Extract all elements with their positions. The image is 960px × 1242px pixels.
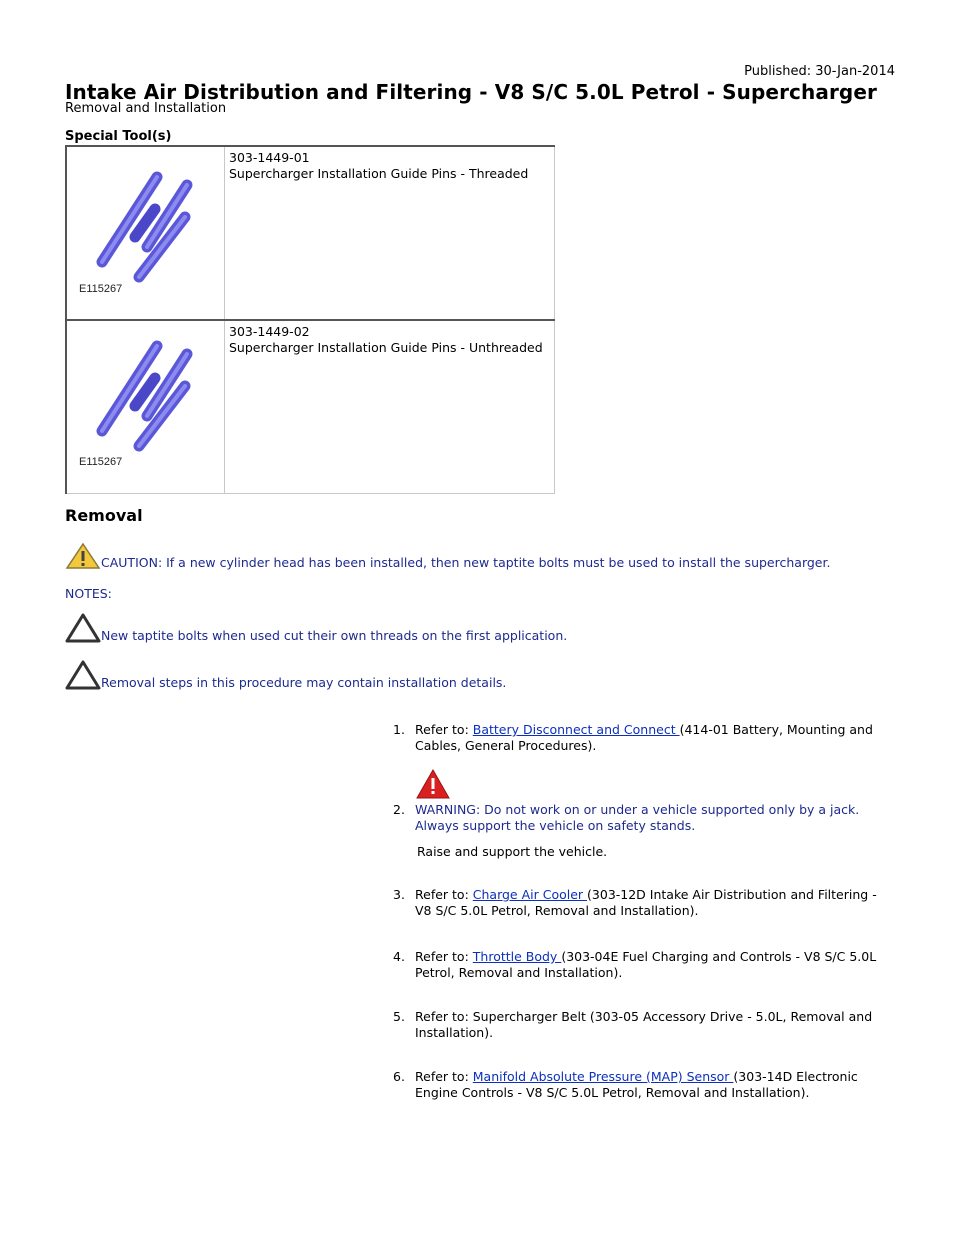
warning-text: WARNING: Do not work on or under a vehicle supported only by a jack. Always support the vehicle on safety stands. [415,802,860,833]
step-prefix: Refer to: [415,1069,473,1084]
caution-text: CAUTION: If a new cylinder head has been installed, then new taptite bolts must be used to install the supercharger. [101,555,831,570]
step-prefix: Refer to: [415,722,473,737]
caution-block [65,542,830,570]
special-tools-table [65,145,555,494]
tool-row [66,320,555,494]
step-number: 1. [393,722,405,737]
step-body [415,949,885,981]
step-body [415,802,885,860]
page-title: Intake Air Distribution and Filtering - V8 S/C 5.0L Petrol - Supercharger [65,80,877,104]
throttle-body-link[interactable]: Throttle Body [472,949,562,964]
battery-disconnect-link[interactable]: Battery Disconnect and Connect [472,722,680,737]
step-prefix: Refer to: [415,887,473,902]
tool-image-cell [66,146,225,320]
caution-triangle-icon [65,542,101,570]
published-date: Published: 30-Jan-2014 [744,64,895,79]
tool-image-label: E115267 [79,456,123,468]
tool-text-cell [225,146,555,320]
tool-part-number: 303-1449-02 [229,324,310,339]
tool-description: Supercharger Installation Guide Pins - Unthreaded [229,340,543,355]
tool-part-number: 303-1449-01 [229,150,310,165]
special-tools-label: Special Tool(s) [65,129,172,144]
note-text: Removal steps in this procedure may contain installation details. [101,675,507,690]
charge-air-cooler-link[interactable]: Charge Air Cooler [472,887,588,902]
step-number: 3. [393,887,405,902]
note-triangle-icon [65,613,101,643]
step-body [415,722,885,754]
step-suffix: (303-14D Electronic Engine Controls - V8 S/C 5.0L Petrol, Removal and Installation). [415,1069,858,1100]
map-sensor-link[interactable]: Manifold Absolute Pressure (MAP) Sensor [472,1069,734,1084]
tool-row [66,146,555,320]
page-subtitle: Removal and Installation [65,101,227,116]
note-item [65,660,506,690]
step-prefix: Refer to: [415,949,473,964]
tool-image-cell [66,320,225,494]
step-body [415,1069,885,1101]
step-suffix: (303-04E Fuel Charging and Controls - V8 S/C 5.0L Petrol, Removal and Installation). [415,949,877,980]
notes-label: NOTES: [65,586,112,601]
step-suffix: (414-01 Battery, Mounting and Cables, General Procedures). [415,722,873,753]
warning-triangle-icon [415,768,451,800]
note-triangle-icon [65,660,101,690]
guide-pins-icon [67,147,224,319]
removal-heading: Removal [65,506,143,525]
note-text: New taptite bolts when used cut their own threads on the first application. [101,628,568,643]
step-number: 4. [393,949,405,964]
tool-text-cell [225,320,555,494]
step-number: 2. [393,802,405,817]
step-body [415,1009,885,1041]
guide-pins-icon [67,321,224,493]
tool-image-label: E115267 [79,283,123,295]
step-body [415,887,885,919]
note-item [65,613,567,643]
step-text: Raise and support the vehicle. [417,844,608,859]
tool-description: Supercharger Installation Guide Pins - Threaded [229,166,529,181]
step-suffix: (303-12D Intake Air Distribution and Filtering - V8 S/C 5.0L Petrol, Removal and Installation). [415,887,877,918]
step-number: 5. [393,1009,405,1024]
step-number: 6. [393,1069,405,1084]
step-prefix: Refer to: Supercharger Belt (303-05 Accessory Drive - 5.0L, Removal and Installation). [415,1009,873,1040]
